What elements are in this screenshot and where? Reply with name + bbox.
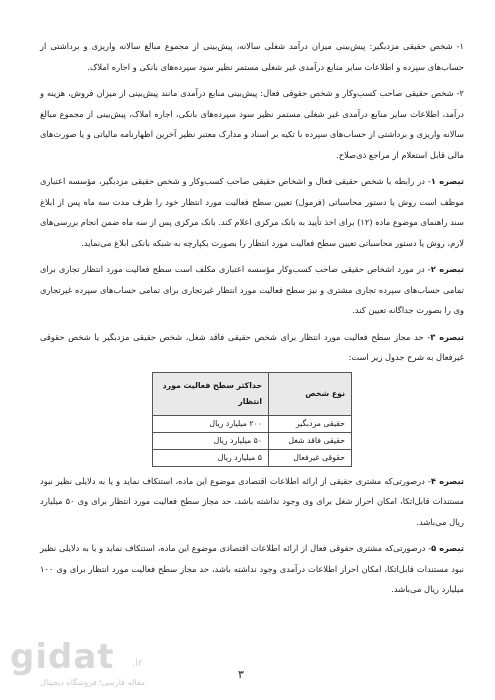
cell-person-type: حقیقی مزدبگیر (269, 415, 352, 432)
note-5-label: تبصره ۵ (431, 543, 464, 553)
watermark-tagline: مقاله فارسی؛ فروشگاه دیجیتال (40, 678, 146, 687)
note-3-label: تبصره ۳ (430, 331, 464, 342)
note-2 (40, 259, 464, 321)
note-2-text: - در مورد اشخاص حقیقی صاحب کسب‌وکار مؤسسه اعتباری مکلف است سطح فعالیت مورد انتظار تجاری برای تمامی حساب‌های سپرده تجاری مشتری و نیز سطح فعالیت مورد انتظار غیرتجاری برای تمامی حساب‌های سپرده غیرتجاری وی را بصورت جداگانه تعیین کند. (40, 264, 464, 315)
watermark-brand: gidat (10, 637, 115, 677)
note-1 (40, 171, 464, 253)
watermark-logo (10, 637, 160, 690)
note-4-text: - درصورتی‌که مشتری حقیقی از ارائه اطلاعات اقتصادی موضوع این ماده، استنکاف نماید و یا به دلایلی نظیر نبود مستندات قابل‌اتکا، امکان احراز شغل برای وی وجود نداشته باشد، حد مجاز سطح فعالیت مورد انتظار برای وی ۵۰ میلیارد ریال می‌باشد. (40, 475, 464, 527)
document-body (40, 36, 464, 606)
paragraph-2: ۲- شخص حقیقی صاحب کسب‌وکار و شخص حقوقی فعال: پیش‌بینی منابع درآمدی مانند پیش‌بینی از میزان فروش، هزینه و درآمد، اطلاعات سایر منابع درآمدی غیر شغلی مستمر نظیر سود سپرده‌های بانکی، اجاره املاک، پیش‌بینی از مجموع مبالغ سالانه واریزی و برداشتی از حساب‌های سپرده با تکیه بر اسناد و مدارک معتبر نظیر آخرین اظهارنامه مالیاتی و یا صورت‌های مالی قابل استعلام از مراجع ذی‌صلاح. (40, 88, 464, 160)
cell-limit: ۵ میلیارد ریال (153, 449, 269, 466)
cell-person-type: حقوقی غیرفعال (269, 449, 352, 466)
note-5 (40, 538, 464, 600)
watermark-tld: .ir (132, 658, 143, 669)
table-row (153, 432, 352, 449)
table-row (153, 449, 352, 466)
header-person-type: نوع شخص (269, 372, 352, 415)
note-5-text: - درصورتی‌که مشتری حقوقی فعال از ارائه اطلاعات اقتصادی موضوع این ماده، استنکاف نماید و یا به دلایلی نظیر نبود مستندات قابل‌اتکا، امکان احراز اطلاعات درآمدی وجود نداشته باشد، حد مجاز سطح فعالیت مورد انتظار برای وی ۱۰۰ میلیارد ریال می‌باشد. (40, 543, 464, 594)
note-4-label: تبصره ۴ (430, 475, 464, 486)
note-1-text: - در رابطه با شخص حقیقی فعال و اشخاص حقیقی صاحب کسب‌وکار و شخص حقیقی مزدبگیر، مؤسسه اعتباری موظف است روش یا دستور محاسباتی (فرمول) تعیین سطح فعالیت مورد انتظار خود را ظرف مدت سه ماه پس از ابلاغ سند راهنمای موضوع ماده (۱۲) برای اخذ تأیید به بانک مرکزی اعلام کند. بانک مرکزی پس از سه ماه ضمن انجام بررسی‌های لازم، روش یا دستور محاسباتی تعیین سطح فعالیت مورد انتظار را بصورت یکپارچه به شبکه بانکی ابلاغ می‌نماید. (40, 176, 464, 248)
table-header-row (153, 372, 352, 415)
note-1-label: تبصره ۱ (430, 176, 464, 186)
activity-limit-table (152, 372, 352, 467)
cell-limit: ۵۰ میلیارد ریال (153, 432, 269, 449)
cell-person-type: حقیقی فاقد شغل (269, 432, 352, 449)
note-3 (40, 327, 464, 368)
header-max-activity: حداکثر سطح فعالیت مورد انتظار (153, 372, 269, 415)
note-3-text: - حد مجاز سطح فعالیت مورد انتظار برای شخص حقیقی فاقد شغل، شخص حقیقی مزدبگیر یا شخص حقوقی غیرفعال به شرح جدول زیر است: (40, 331, 464, 362)
note-2-label: تبصره ۲ (430, 264, 464, 274)
paragraph-1: ۱- شخص حقیقی مزدبگیر: پیش‌بینی میزان درآمد شغلی سالانه، پیش‌بینی از مجموع مبالغ سالانه واریزی و برداشتی از حساب‌های سپرده و اطلاعات سایر منابع درآمدی غیر شغلی مستمر نظیر سود سپرده‌های بانکی و اجاره املاک. (40, 41, 464, 72)
note-4 (40, 471, 464, 533)
page-number: ۳ (238, 668, 244, 681)
cell-limit: ۲۰۰ میلیارد ریال (153, 415, 269, 432)
table-row (153, 415, 352, 432)
